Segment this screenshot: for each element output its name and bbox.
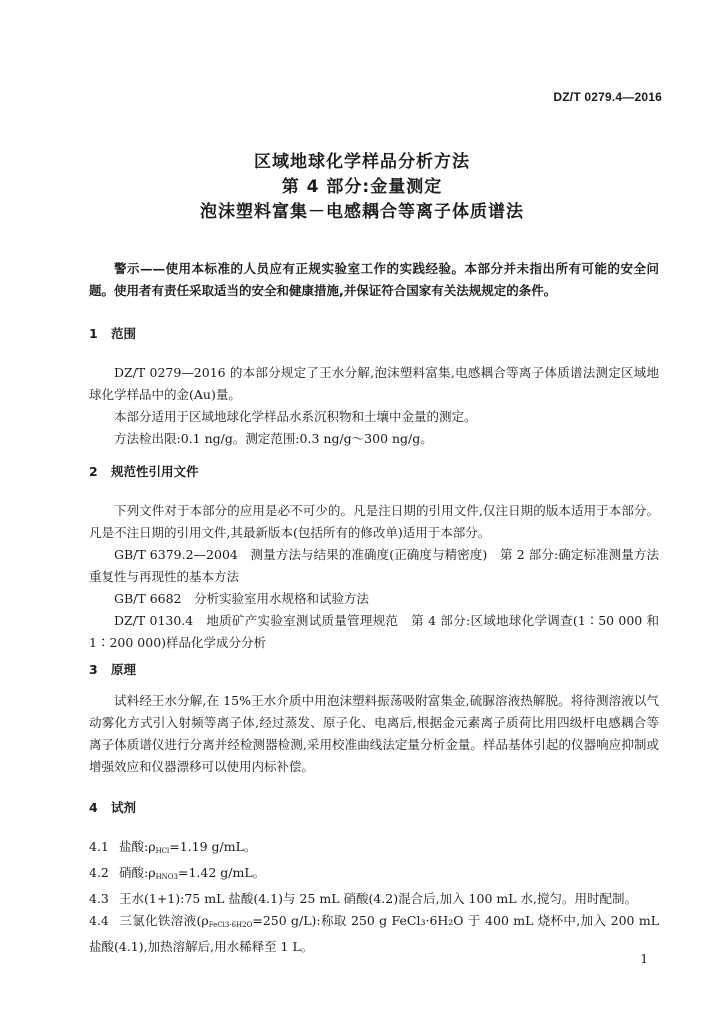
item-text: =1.42 g/mL。 xyxy=(177,865,266,880)
section-number: 2 xyxy=(89,464,98,479)
section-4-body xyxy=(89,836,659,958)
section-4-heading xyxy=(89,798,136,816)
title-line-3: 泡沫塑料富集－电感耦合等离子体质谱法 xyxy=(200,202,524,222)
page-number: 1 xyxy=(640,952,648,966)
section-number: 3 xyxy=(89,662,98,677)
subscript: HNO3 xyxy=(155,873,178,881)
section-3-heading xyxy=(89,660,136,678)
item-text: 盐酸:ρ xyxy=(119,839,156,854)
item-text: 硝酸:ρ xyxy=(119,865,156,880)
subscript: HCl xyxy=(155,847,170,855)
title-line-2: 第 4 部分:金量测定 xyxy=(281,177,443,197)
section-2-body xyxy=(89,500,659,654)
section-title: 规范性引用文件 xyxy=(111,464,199,479)
section-title: 范围 xyxy=(111,326,137,341)
section-number: 4 xyxy=(89,800,98,815)
reference-item: DZ/T 0130.4 地质矿产实验室测试质量管理规范 第 4 部分:区域地球化学调查(1∶50 000 和 1∶200 000)样品化学成分分析 xyxy=(89,613,659,650)
section-1-heading xyxy=(89,324,136,342)
document-title xyxy=(0,150,724,225)
section-2-heading xyxy=(89,462,199,480)
item-text: =1.19 g/mL。 xyxy=(169,839,257,854)
paragraph: 本部分适用于区域地球化学样品水系沉积物和土壤中金量的测定。 xyxy=(114,409,477,424)
reference-item: GB/T 6682 分析实验室用水规格和试验方法 xyxy=(114,591,370,606)
title-line-1: 区域地球化学样品分析方法 xyxy=(254,152,470,172)
section-title: 原理 xyxy=(111,662,137,677)
reagent-item xyxy=(89,862,659,888)
item-number: 4.3 xyxy=(89,891,109,906)
reagent-item xyxy=(89,836,659,862)
item-text: 三氯化铁溶液(ρ xyxy=(119,913,209,928)
paragraph: 试料经王水分解,在 15%王水介质中用泡沫塑料振荡吸附富集金,硫脲溶液热解脱。将待测溶液以气动雾化方式引入射频等离子体,经过蒸发、原子化、电离后,根据金元素离子质荷比用四级杆电感耦合等离子体质谱仪进行分离并经检测器检测,采用校准曲线法定量分析金量。样品基体引起的仪器响应抑制或增强效应和仪器漂移可以使用内标补偿。 xyxy=(89,693,659,774)
item-number: 4.4 xyxy=(89,913,109,928)
reagent-item xyxy=(89,910,659,958)
item-number: 4.1 xyxy=(89,839,109,854)
item-number: 4.2 xyxy=(89,865,109,880)
section-number: 1 xyxy=(89,326,98,341)
paragraph: DZ/T 0279—2016 的本部分规定了王水分解,泡沫塑料富集,电感耦合等离子体质谱法测定区域地球化学样品中的金(Au)量。 xyxy=(89,365,659,402)
reference-item: GB/T 6379.2—2004 测量方法与结果的准确度(正确度与精密度) 第 2 部分:确定标准测量方法重复性与再现性的基本方法 xyxy=(89,547,659,584)
section-3-body xyxy=(89,690,659,778)
section-1-body xyxy=(89,362,659,450)
subscript: FeCl3·6H2O xyxy=(208,921,253,929)
warning-notice: 警示——使用本标准的人员应有正规实验室工作的实践经验。本部分并未指出所有可能的安全问题。使用者有责任采取适当的安全和健康措施,并保证符合国家有关法规规定的条件。 xyxy=(89,261,659,298)
item-text: 王水(1+1):75 mL 盐酸(4.1)与 25 mL 硝酸(4.2)混合后,加入 100 mL 水,搅匀。用时配制。 xyxy=(119,891,637,906)
item-text: =250 g/L):称取 250 g FeCl₃·6H₂O 于 400 mL 烧杯中,加入 200 mL 盐酸(4.1),加热溶解后,用水稀释至 1 L。 xyxy=(89,913,659,954)
paragraph: 方法检出限:0.1 ng/g。测定范围:0.3 ng/g～300 ng/g。 xyxy=(114,431,433,446)
reagent-item xyxy=(89,888,659,910)
section-title: 试剂 xyxy=(111,800,137,815)
paragraph: 下列文件对于本部分的应用是必不可少的。凡是注日期的引用文件,仅注日期的版本适用于本部分。凡是不注日期的引用文件,其最新版本(包括所有的修改单)适用于本部分。 xyxy=(89,503,659,540)
standard-number: DZ/T 0279.4—2016 xyxy=(553,90,662,104)
